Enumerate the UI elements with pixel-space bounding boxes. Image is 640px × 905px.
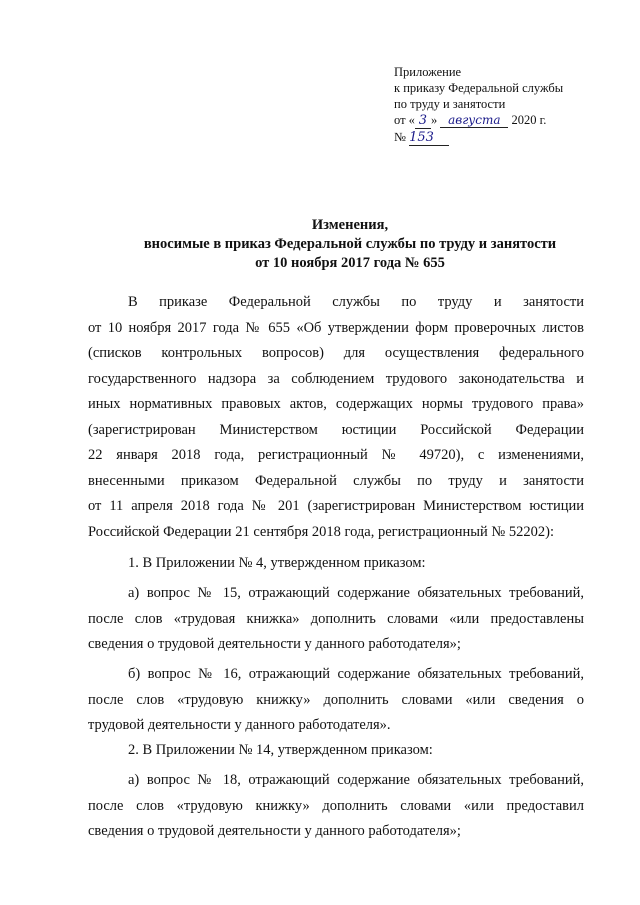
item2-heading-text: 2. В Приложении № 14, утвержденном приказом: (128, 742, 433, 758)
appendix-block (394, 64, 563, 146)
handwritten-number: 153 (409, 131, 449, 146)
document-title (60, 216, 640, 273)
item2-a-line: а) вопрос № 18, отражающий содержание обязательных требований, (128, 772, 584, 788)
intro-paragraph (88, 290, 584, 545)
date-mid: » (430, 113, 438, 127)
item2-heading (88, 738, 584, 764)
appendix-date-line (394, 112, 563, 129)
item1-a-line: а) вопрос № 15, отражающий содержание обязательных требований, (128, 585, 584, 601)
intro-line: (списков контрольных вопросов) для осуществления федерального (88, 345, 584, 361)
appendix-line-1: Приложение (394, 65, 462, 79)
intro-line: государственного надзора за соблюдением трудового законодательства и (88, 370, 584, 387)
item2-a-line: сведения о трудовой деятельности у данного работодателя»; (88, 823, 461, 839)
handwritten-month: августа (440, 113, 508, 128)
item1-b-line: б) вопрос № 16, отражающий содержание обязательных требований, (128, 666, 584, 682)
item1-a-line: после слов «трудовая книжка» дополнить словами «или предоставлены (88, 610, 584, 627)
item1-b-line: трудовой деятельности у данного работодателя». (88, 717, 391, 733)
appendix-line-2: к приказу Федеральной службы (394, 81, 564, 95)
item1-b-line: после слов «трудовую книжку» дополнить словами «или сведения о (88, 691, 584, 708)
intro-line: Российской Федерации 21 сентября 2018 года, регистрационный № 52202): (88, 523, 554, 540)
number-prefix: № (394, 130, 406, 144)
appendix-line-3: по труду и занятости (394, 97, 506, 111)
item2-a-line: после слов «трудовую книжку» дополнить словами «или предоставил (88, 797, 584, 814)
item1-heading (88, 551, 584, 577)
intro-line: иных нормативных правовых актов, содержащих нормы трудового права» (88, 396, 584, 412)
date-prefix: от « (394, 113, 415, 127)
intro-line: В приказе Федеральной службы по труду и занятости (128, 294, 584, 310)
title-line-2: вносимые в приказ Федеральной службы по труду и занятости (143, 236, 557, 252)
item1-a-line: сведения о трудовой деятельности у данного работодателя»; (88, 636, 461, 652)
intro-line: от 10 ноября 2017 года № 655 «Об утверждении форм проверочных листов (88, 319, 584, 336)
item1-heading-text: 1. В Приложении № 4, утвержденном приказом: (128, 555, 426, 571)
title-line-3: от 10 ноября 2017 года № 655 (255, 255, 445, 271)
date-year: 2020 г. (511, 113, 547, 127)
item1-a-paragraph (88, 581, 584, 658)
handwritten-day: 3 (415, 114, 431, 129)
item1-b-paragraph (88, 662, 584, 739)
intro-line: от 11 апреля 2018 года № 201 (зарегистрирован Министерством юстиции (88, 498, 584, 514)
title-line-1: Изменения, (311, 217, 389, 233)
intro-line: 22 января 2018 года, регистрационный № 49720), с изменениями, (88, 447, 584, 463)
appendix-number-line (394, 129, 563, 146)
intro-line: внесенными приказом Федеральной службы по труду и занятости (88, 472, 584, 489)
item2-a-paragraph (88, 768, 584, 845)
intro-line: (зарегистрирован Министерством юстиции Российской Федерации (88, 421, 584, 438)
